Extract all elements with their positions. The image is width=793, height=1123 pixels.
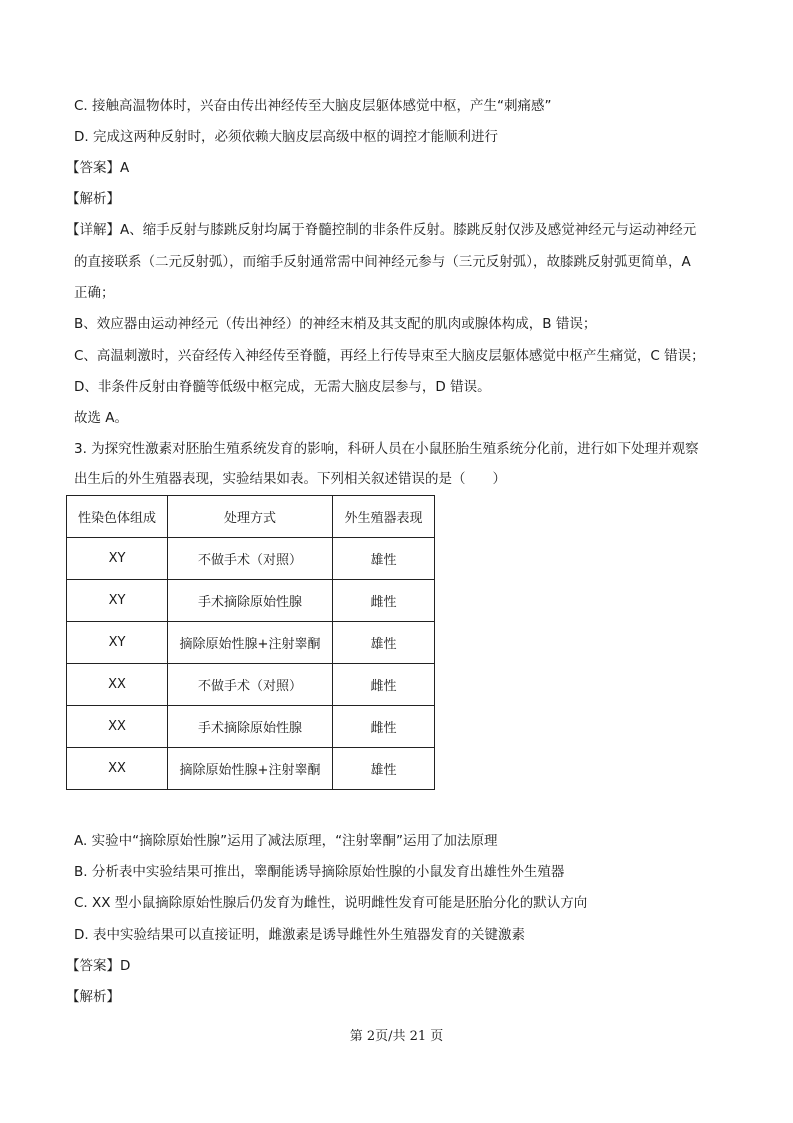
detail-line: 【详解】A、缩手反射与膝跳反射均属于脊髓控制的非条件反射。膝跳反射仅涉及感觉神经元与运动神经元 — [66, 222, 697, 238]
table-header-row — [67, 496, 435, 538]
table-header-cell: 处理方式 — [168, 496, 333, 538]
option-b-q3: B. 分析表中实验结果可推出，睾酮能诱导摘除原始性腺的小鼠发育出雄性外生殖器 — [74, 864, 565, 880]
question-3-stem: 出生后的外生殖器表现，实验结果如表。下列相关叙述错误的是（ ） — [74, 471, 506, 487]
option-c-q2: C. 接触高温物体时，兴奋由传出神经传至大脑皮层躯体感觉中枢，产生“刺痛感” — [74, 98, 552, 114]
table-cell: XX — [67, 664, 168, 706]
table-cell: XY — [67, 622, 168, 664]
detail-line: B、效应器由运动神经元（传出神经）的神经末梢及其支配的肌肉或腺体构成，B 错误； — [74, 316, 597, 332]
answer-q3: 【答案】D — [66, 958, 131, 974]
detail-line: D、非条件反射由脊髓等低级中枢完成，无需大脑皮层参与，D 错误。 — [74, 379, 491, 395]
table-cell: 不做手术（对照） — [168, 538, 333, 580]
option-d-q3: D. 表中实验结果可以直接证明，雌激素是诱导雌性外生殖器发育的关键激素 — [74, 927, 525, 943]
table-row — [67, 622, 435, 664]
table-cell: 手术摘除原始性腺 — [168, 580, 333, 622]
table-cell: 雌性 — [333, 580, 435, 622]
table-cell: 摘除原始性腺+注射睾酮 — [168, 748, 333, 790]
table-cell: 雌性 — [333, 664, 435, 706]
table-row — [67, 664, 435, 706]
table-cell: XY — [67, 580, 168, 622]
table-header-cell: 外生殖器表现 — [333, 496, 435, 538]
experiment-table — [66, 495, 435, 790]
analysis-label-q3: 【解析】 — [66, 989, 120, 1005]
detail-line: 正确； — [74, 285, 115, 301]
table-cell: 手术摘除原始性腺 — [168, 706, 333, 748]
table-cell: 摘除原始性腺+注射睾酮 — [168, 622, 333, 664]
page-footer: 第 2页/共 21 页 — [349, 1029, 444, 1044]
table-cell: XX — [67, 706, 168, 748]
table-row — [67, 538, 435, 580]
table-header-cell: 性染色体组成 — [67, 496, 168, 538]
detail-line: C、高温刺激时，兴奋经传入神经传至脊髓，再经上行传导束至大脑皮层躯体感觉中枢产生痛觉，C 错误； — [74, 348, 705, 364]
detail-line: 故选 A。 — [74, 410, 129, 426]
table-cell: 不做手术（对照） — [168, 664, 333, 706]
table-cell: XY — [67, 538, 168, 580]
option-d-q2: D. 完成这两种反射时，必须依赖大脑皮层高级中枢的调控才能顺利进行 — [74, 129, 498, 145]
option-a-q3: A. 实验中“摘除原始性腺”运用了减法原理，“注射睾酮”运用了加法原理 — [74, 833, 498, 849]
analysis-label-q2: 【解析】 — [66, 191, 120, 207]
table-cell: 雄性 — [333, 538, 435, 580]
table-cell: 雄性 — [333, 622, 435, 664]
table-row — [67, 706, 435, 748]
answer-q2: 【答案】A — [66, 160, 130, 176]
detail-line: 的直接联系（二元反射弧），而缩手反射通常需中间神经元参与（三元反射弧），故膝跳反射弧更简单，A — [74, 254, 691, 270]
table-row — [67, 580, 435, 622]
table-row — [67, 748, 435, 790]
table-cell: 雄性 — [333, 748, 435, 790]
option-c-q3: C. XX 型小鼠摘除原始性腺后仍发育为雌性，说明雌性发育可能是胚胎分化的默认方向 — [74, 895, 588, 911]
table-cell: 雌性 — [333, 706, 435, 748]
table-cell: XX — [67, 748, 168, 790]
question-3-stem: 3. 为探究性激素对胚胎生殖系统发育的影响，科研人员在小鼠胚胎生殖系统分化前，进行如下处理并观察 — [74, 441, 699, 457]
